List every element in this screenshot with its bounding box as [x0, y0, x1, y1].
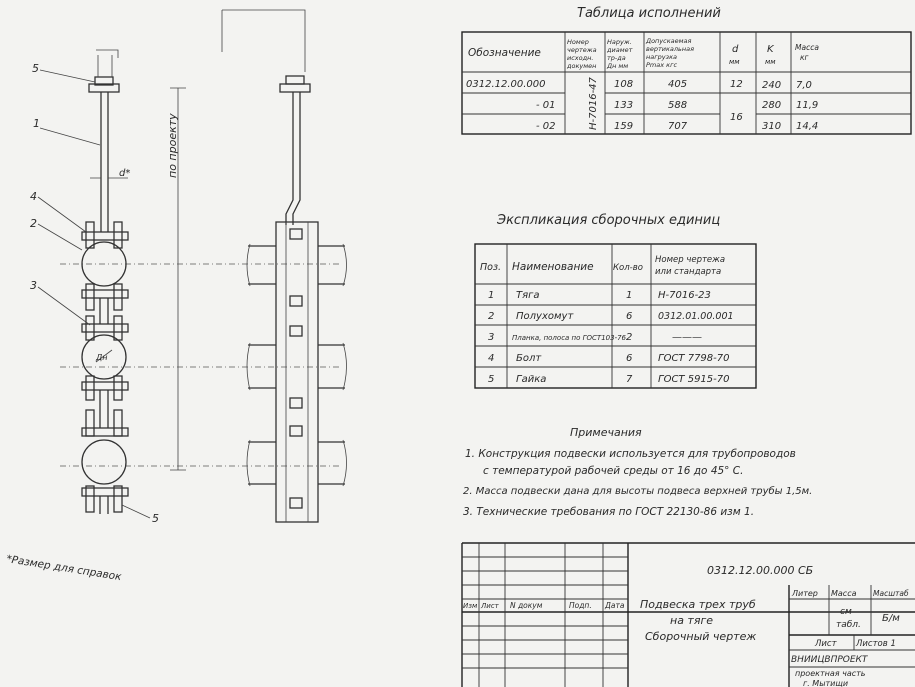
exec-r0-c2: 405: [668, 79, 688, 90]
dim-dn-label: Дн: [96, 353, 108, 362]
exec-r0-c4: 7,0: [796, 80, 812, 91]
parts-r4-std: ГОСТ 5915-70: [658, 374, 730, 385]
tb-masshtab-val: Б/м: [882, 613, 900, 624]
tb-list: Лист: [815, 639, 837, 649]
exec-r2-c1: 159: [614, 121, 634, 132]
notes-title: Примечания: [570, 426, 642, 439]
exec-r1-c3: 280: [762, 100, 782, 111]
parts-r3-qty: 6: [626, 353, 633, 364]
tb-name-2: на тяге: [670, 614, 714, 627]
exec-r2-c0: - 02: [536, 121, 556, 132]
exec-table: [462, 32, 911, 134]
exec-h-4: d мм: [729, 44, 740, 66]
exec-h-0: Обозначение: [468, 47, 541, 59]
tb-org-2: проектная часть: [795, 669, 866, 678]
tb-listov: Листов 1: [856, 639, 896, 649]
tb-massa-val-1: см: [840, 607, 852, 617]
parts-h-0: Поз.: [480, 262, 502, 273]
exec-table-title: Таблица исполнений: [577, 6, 721, 21]
exec-d-1: 16: [730, 112, 743, 123]
exec-h-2: Наруж. диамет тр-да Дн мм: [607, 38, 633, 70]
callout-1: 1: [33, 117, 40, 130]
note-2: 2. Масса подвески дана для высоты подвеса верхней трубы 1,5м.: [463, 486, 813, 497]
parts-r2-std: ———: [672, 332, 702, 343]
parts-r0-qty: 1: [626, 290, 633, 301]
note-1: 1. Конструкция подвески используется для трубопроводов: [465, 448, 796, 460]
dim-d-label: d*: [119, 168, 131, 179]
exec-r2-c4: 14,4: [796, 121, 819, 132]
exec-r2-c2: 707: [668, 121, 688, 132]
title-block: [462, 543, 915, 687]
note-3: 3. Технические требования по ГОСТ 22130-86 изм 1.: [463, 506, 755, 518]
parts-h-1: Наименование: [512, 261, 594, 273]
tb-name-1: Подвеска трех труб: [640, 598, 756, 611]
callout-4: 4: [30, 190, 37, 203]
dim-po-proektu: по проекту: [166, 113, 179, 178]
callout-5-bottom: 5: [152, 512, 159, 525]
exec-h-3: Допускаемая вертикальная нагрузка Pmax кгс: [646, 37, 695, 69]
tb-org-3: г. Мытищи: [803, 679, 849, 687]
exec-r0-c1: 108: [614, 79, 634, 90]
parts-h-2: Кол-во: [613, 263, 643, 273]
callout-2: 2: [30, 217, 37, 230]
section-view: [38, 50, 340, 518]
parts-r1-std: 0312.01.00.001: [658, 311, 734, 322]
exec-r1-c2: 588: [668, 100, 688, 111]
exec-r1-c0: - 01: [536, 100, 556, 111]
exec-r2-c3: 310: [762, 121, 782, 132]
parts-r2-pos: 3: [488, 332, 495, 343]
parts-r3-pos: 4: [488, 353, 495, 364]
tb-masshtab: Масштаб: [873, 589, 909, 598]
exec-h-6: Масса кг: [795, 43, 819, 62]
callout-5-top: 5: [32, 62, 39, 75]
callout-3: 3: [30, 279, 37, 292]
parts-r3-std: ГОСТ 7798-70: [658, 353, 730, 364]
side-view: [222, 10, 347, 522]
parts-r3-name: Болт: [516, 353, 542, 364]
parts-r1-name: Полухомут: [516, 311, 574, 322]
exec-doc-number: Н-7016-47: [588, 77, 599, 130]
tb-org-1: ВНИИЦВПРОЕКТ: [791, 655, 868, 665]
exec-r1-c4: 11,9: [796, 100, 819, 111]
tb-col-data: Дата: [605, 601, 625, 610]
exec-h-1: Номер чертежа исходн. докумен: [567, 38, 597, 70]
exec-r0-c0: 0312.12.00.000: [466, 79, 546, 90]
note-1b: с температурой рабочей среды от 16 до 45° С.: [483, 465, 744, 477]
tb-litera: Литер: [792, 589, 818, 598]
exec-d-0: 12: [730, 79, 743, 90]
doc-code: 0312.12.00.000 СБ: [707, 564, 814, 577]
parts-r0-pos: 1: [488, 290, 495, 301]
parts-table-title: Экспликация сборочных единиц: [497, 213, 721, 228]
tb-col-ndokum: N докум: [510, 601, 543, 610]
tb-col-list: Лист: [481, 602, 499, 610]
parts-r4-qty: 7: [626, 374, 633, 385]
parts-h-3: Номер чертежа или стандарта: [655, 255, 726, 277]
parts-r4-pos: 5: [488, 374, 495, 385]
parts-r4-name: Гайка: [516, 374, 547, 385]
tb-massa: Масса: [831, 589, 857, 598]
clamp-3: [82, 410, 128, 512]
exec-r1-c1: 133: [614, 100, 634, 111]
clamp-1: [82, 222, 128, 310]
tb-massa-val-2: табл.: [836, 620, 861, 630]
tb-name-3: Сборочный чертеж: [645, 630, 757, 643]
parts-r1-pos: 2: [488, 311, 495, 322]
parts-table: [475, 244, 756, 388]
exec-h-5: K мм: [765, 44, 776, 66]
parts-r0-std: Н-7016-23: [658, 290, 711, 301]
parts-r2-name: Планка, полоса по ГОСТ103-76: [512, 334, 627, 342]
parts-r1-qty: 6: [626, 311, 633, 322]
parts-r0-name: Тяга: [516, 290, 540, 301]
tb-col-podp: Подп.: [569, 601, 592, 610]
tb-col-izm: Изм: [463, 602, 478, 610]
footnote: *Размер для справок: [5, 553, 123, 584]
parts-r2-qty: 2: [626, 332, 633, 343]
exec-r0-c3: 240: [762, 80, 782, 91]
